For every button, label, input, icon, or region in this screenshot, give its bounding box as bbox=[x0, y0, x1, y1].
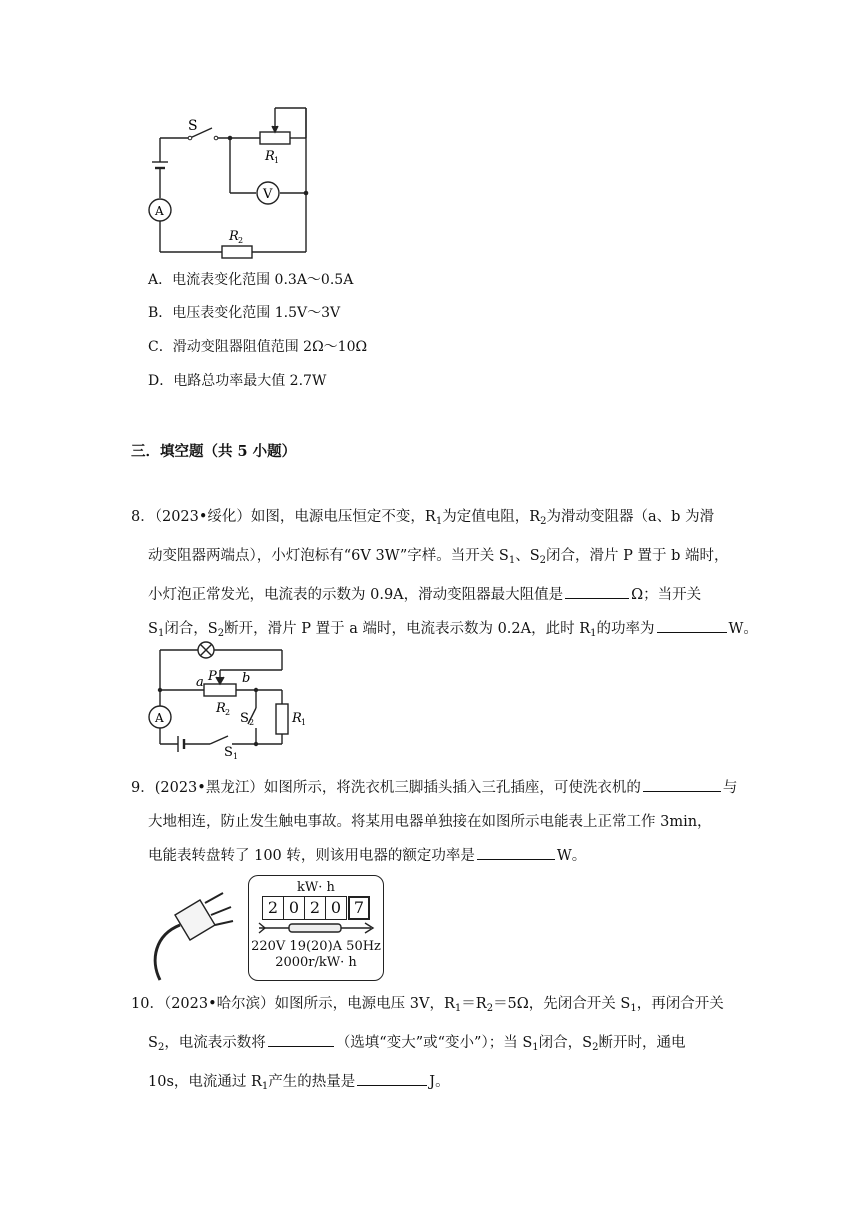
q8-line-2: 动变阻器两端点），小灯泡标有“6V 3W”字样。当开关 $S_1$、$S_2$闭合，滑片 P 置于 b 端时， bbox=[148, 548, 729, 566]
option-c: C．滑动变阻器阻值范围 2Ω～10Ω bbox=[148, 339, 368, 355]
meter-digit-decimal: 7 bbox=[348, 896, 370, 920]
question-9 bbox=[131, 771, 741, 873]
energy-meter bbox=[248, 875, 384, 981]
section-title: 三．填空题（共 5 小题） bbox=[131, 443, 297, 460]
q10-line-2: $S_2$，电流表示数将 （选填“变大”或“变小”）；当 $S_1$闭合，$S_2$断开时，通电 bbox=[131, 1026, 741, 1065]
q8-line-1: 8．（2023•绥化）如图，电源电压恒定不变，$R_1$为定值电阻，$R_2$为滑动变阻器（a、b 为滑 bbox=[131, 509, 715, 527]
ammeter-label: A bbox=[155, 204, 164, 218]
meter-spec-1: 220V 19(20)A 50Hz bbox=[251, 939, 381, 954]
meter-digit: 2 bbox=[262, 896, 284, 920]
meter-digit: 0 bbox=[284, 896, 305, 920]
s1-sub: 1 bbox=[233, 752, 239, 760]
s2-sub: 2 bbox=[249, 718, 255, 727]
option-b: B．电压表变化范围 1.5V～3V bbox=[148, 305, 341, 321]
q10-blank-2[interactable] bbox=[357, 1071, 427, 1086]
question-8 bbox=[131, 500, 758, 651]
option-d: D．电路总功率最大值 2.7W bbox=[148, 373, 327, 389]
r1-label: R bbox=[292, 711, 302, 726]
ammeter-label: A bbox=[155, 711, 164, 725]
r2-sub: 2 bbox=[238, 236, 244, 245]
switch-s-label: S bbox=[188, 118, 198, 134]
q9-line-2: 大地相连，防止发生触电事故。将某用电器单独接在如图所示电能表上正常工作 3min， bbox=[148, 814, 712, 830]
three-pin-plug-image bbox=[145, 875, 245, 985]
terminal-a-label: a bbox=[196, 675, 204, 690]
meter-digits bbox=[249, 896, 383, 920]
circuit-diagram-1 bbox=[140, 100, 330, 260]
meter-unit: kW· h bbox=[297, 880, 335, 895]
q9-line-1: 9．(2023•黑龙江）如图所示，将洗衣机三脚插头插入三孔插座，可使洗衣机的 与 bbox=[131, 771, 741, 805]
option-a: A．电流表变化范围 0.3A～0.5A bbox=[148, 272, 354, 288]
q10-blank-1[interactable] bbox=[268, 1032, 334, 1047]
question-10 bbox=[131, 987, 741, 1104]
r2-label: R bbox=[216, 701, 226, 716]
r2-label: R bbox=[229, 229, 239, 244]
r1-label: R bbox=[265, 149, 275, 164]
q9-blank-2[interactable] bbox=[477, 845, 555, 860]
slider-p-label: P bbox=[208, 669, 217, 684]
r2-sub: 2 bbox=[225, 708, 231, 717]
r1-sub: 1 bbox=[301, 718, 307, 727]
q8-blank-2[interactable] bbox=[657, 618, 727, 633]
q8-line-3: 小灯泡正常发光，电流表的示数为 0.9A，滑动变阻器最大阻值是 Ω；当开关 bbox=[131, 578, 741, 612]
meter-disc-arrow bbox=[249, 921, 383, 935]
meter-spec-2: 2000r/kW· h bbox=[275, 955, 357, 970]
circuit-diagram-2 bbox=[140, 640, 310, 760]
meter-digit: 0 bbox=[326, 896, 347, 920]
q9-blank-1[interactable] bbox=[643, 777, 721, 792]
q8-blank-1[interactable] bbox=[565, 584, 629, 599]
terminal-b-label: b bbox=[242, 671, 251, 686]
q8-line-4: $S_1$闭合，$S_2$断开，滑片 P 置于 a 端时，电流表示数为 0.2A，此时 $R_1$的功率为 W。 bbox=[131, 612, 741, 651]
meter-digit: 2 bbox=[305, 896, 326, 920]
s1-label: S bbox=[224, 745, 233, 760]
voltmeter-label: V bbox=[263, 187, 273, 202]
r1-sub: 1 bbox=[274, 156, 280, 165]
q10-line-1: 10．（2023•哈尔滨）如图所示，电源电压 3V，$R_1=R_2=5\Omega$，先闭合开关 $S_1$，再闭合开关 bbox=[131, 996, 724, 1014]
q10-line-3: 10s，电流通过 $R_1$产生的热量是 J。 bbox=[131, 1065, 741, 1104]
q9-line-3: 电能表转盘转了 100 转，则该用电器的额定功率是 W。 bbox=[131, 839, 741, 873]
s2-label: S bbox=[240, 711, 249, 726]
